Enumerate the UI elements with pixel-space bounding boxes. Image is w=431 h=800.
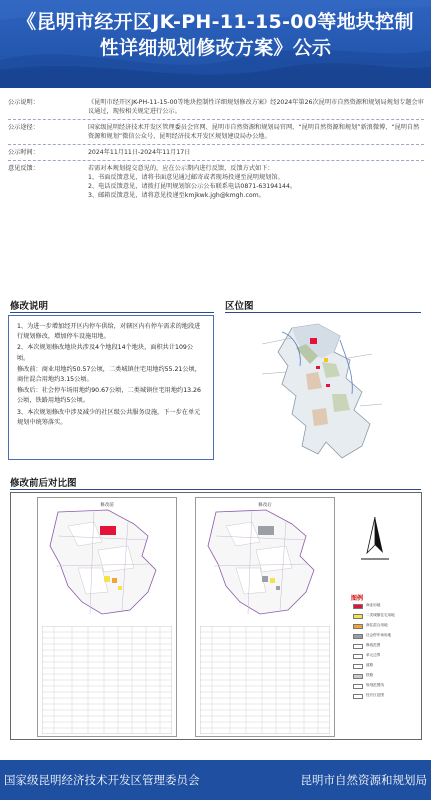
divider <box>8 160 424 161</box>
section-underline <box>225 312 421 313</box>
footer-org-right: 昆明市自然资源和规划局 <box>300 773 427 787</box>
legend-item <box>351 642 419 652</box>
info-value: 《昆明市经开区JK-PH-11-15-00等地块控制性详细规划修改方案》经2024年第26次昆明市自然资源和规划局规划专题会审议通过，现按相关规定进行公示。 <box>88 99 424 115</box>
plan-label-before: 修改前 <box>100 503 114 508</box>
footer-org-left: 国家级昆明经济技术开发区管理委员会 <box>4 773 200 787</box>
location-highlight <box>310 338 317 344</box>
legend-label: 铁路 <box>366 673 374 677</box>
legend-label: 商住混合用地 <box>366 623 388 627</box>
plan-before <box>37 497 177 737</box>
info-row-time <box>8 148 424 157</box>
legend-title: 图例 <box>351 595 364 602</box>
location-map <box>222 314 422 464</box>
table-after <box>200 626 330 734</box>
section-underline <box>10 489 421 490</box>
info-label: 公示途径： <box>8 124 39 131</box>
info-row-channels <box>8 123 424 141</box>
plan-after <box>195 497 335 737</box>
legend-item <box>351 622 419 632</box>
legend-swatch <box>353 664 363 669</box>
legend-label: 二类城镇住宅用地 <box>366 613 395 617</box>
info-label: 意见反馈： <box>8 165 39 172</box>
feedback-item: 1、书面反馈意见，请将书面意见通过邮寄或者现场投递至昆明规划馆。 <box>88 174 284 181</box>
divider <box>8 119 424 120</box>
legend-label: 经开区范围 <box>366 693 384 697</box>
info-block <box>8 98 424 200</box>
page-footer <box>0 760 431 800</box>
mod-paragraph: 2、本次规划修改地块共涉及4个地段14个地块，面积共计109公顷。 <box>17 344 194 362</box>
north-arrow-icon <box>355 513 395 563</box>
legend-swatch <box>353 604 363 609</box>
section-title-modification: 修改说明 <box>10 301 49 312</box>
info-row-description <box>8 98 424 116</box>
legend-item <box>351 682 419 692</box>
legend-swatch <box>353 624 363 629</box>
legend-swatch <box>353 634 363 639</box>
map-legend <box>351 593 419 741</box>
legend-item <box>351 652 419 662</box>
feedback-item: 3、邮箱反馈意见，请将意见投递至kmjkwk.jgh@kmgh.com。 <box>88 192 265 199</box>
parcel-commercial <box>100 526 116 535</box>
divider <box>8 144 424 145</box>
legend-swatch <box>353 644 363 649</box>
legend-item <box>351 692 419 702</box>
legend-swatch <box>353 614 363 619</box>
legend-item <box>351 672 419 682</box>
plan-before-map <box>38 506 176 618</box>
feedback-item: 2、电话反馈意见，请拨打昆明规划馆公示公布联系电话0871-63194144。 <box>88 183 297 190</box>
plan-after-map <box>196 506 334 618</box>
mod-paragraph: 修改后：社会停车场用地约90.67公顷，二类城镇住宅用地约13.26公顷，铁路用地约5公顷。 <box>17 387 201 405</box>
legend-label: 规划范围线 <box>366 683 384 687</box>
legend-label: 单元边界 <box>366 653 381 657</box>
legend-label: 社会停车场用地 <box>366 633 392 637</box>
legend-items <box>351 602 419 702</box>
legend-item <box>351 632 419 642</box>
info-label: 公示时间： <box>8 149 39 156</box>
section-title-location: 区位图 <box>225 301 254 312</box>
section-title-compare: 修改前后对比图 <box>10 478 77 489</box>
table-before <box>42 626 172 734</box>
info-row-feedback <box>8 164 424 200</box>
info-value: 国家级昆明经济技术开发区管理委员会官网、昆明市自然资源和规划局官网、“昆明自然资源和规划”新浪微博、“昆明自然资源和规划”微信公众号、昆明经济技术开发区规划建设局办公地。 <box>88 124 420 140</box>
legend-item <box>351 662 419 672</box>
info-value: 2024年11月11日-2024年11月17日 <box>88 149 191 156</box>
parcel-parking <box>258 526 274 535</box>
legend-swatch <box>353 694 363 699</box>
page-title: 《昆明市经开区JK-PH-11-15-00等地块控制性详细规划修改方案》公示 <box>17 11 414 59</box>
section-underline <box>10 312 214 313</box>
content-panel <box>0 88 431 760</box>
legend-swatch <box>353 654 363 659</box>
plan-label-after: 修改后 <box>258 503 272 508</box>
comparison-figure <box>10 492 422 740</box>
legend-item <box>351 612 419 622</box>
legend-swatch <box>353 674 363 679</box>
legend-item <box>351 602 419 612</box>
mod-paragraph: 修改前：商业用地约50.57公顷，二类城镇住宅用地约55.21公顷，商住混合用地约3.15公顷。 <box>17 365 201 384</box>
legend-label: 商业用地 <box>366 603 381 607</box>
mod-paragraph: 3、本次规划修改中涉及减少的社区级公共服务设施，下一步在单元规划中统筹落实。 <box>17 408 201 426</box>
page-header <box>0 0 431 88</box>
feedback-intro: 若需对本规划提交意见的，应在公示期内进行反馈，反馈方式如下： <box>88 165 274 172</box>
mod-paragraph: 1、为进一步增加经开区内停车供给，对辖区内有停车需求的地段进行规划修改，增加停车设施用地。 <box>17 323 201 341</box>
legend-label: 道路 <box>366 663 374 667</box>
modification-description-box <box>8 315 214 460</box>
legend-label: 修改范围 <box>366 643 381 647</box>
legend-swatch <box>353 684 363 689</box>
info-value <box>88 164 424 200</box>
info-label: 公示说明： <box>8 99 39 106</box>
